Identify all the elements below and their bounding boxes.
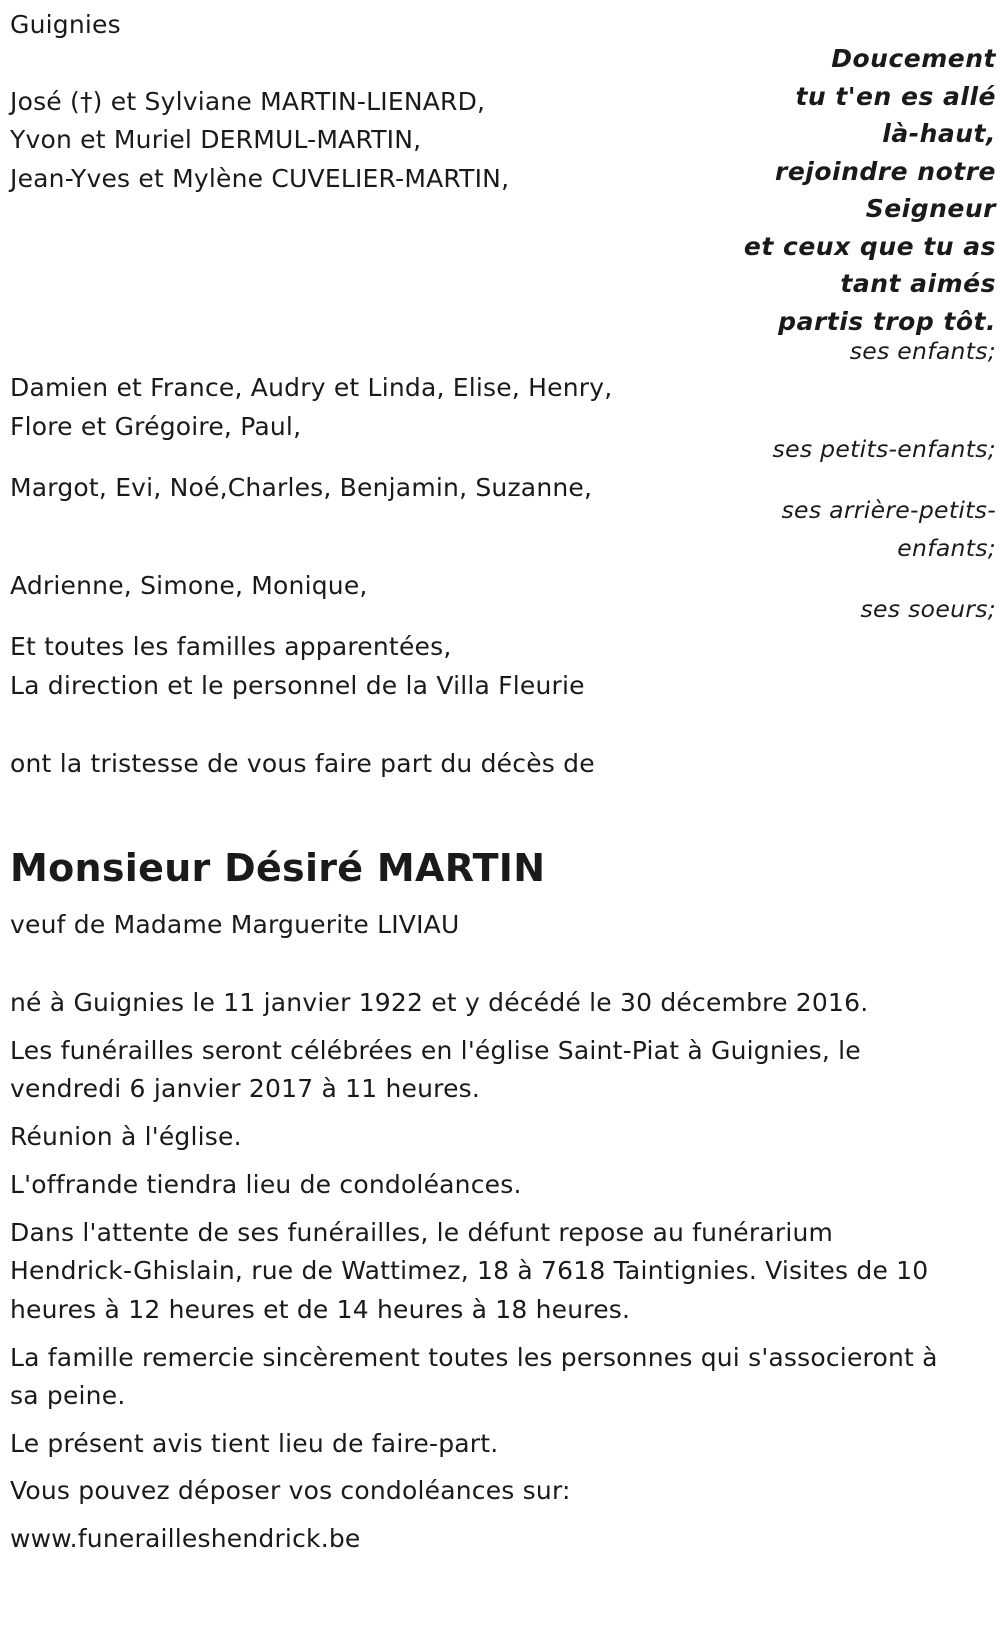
child-family-line: Jean-Yves et Mylène CUVELIER-MARTIN,	[10, 164, 510, 193]
relation-children-label: ses enfants;	[849, 337, 996, 365]
widower-text: veuf de Madame Marguerite LIVIAU	[10, 910, 460, 939]
poem-line: tant aimés	[840, 269, 996, 298]
relation-great-grandchildren-label-cont: enfants;	[897, 534, 996, 562]
meeting-text: Réunion à l'église.	[10, 1122, 242, 1151]
birth-death-text: né à Guignies le 11 janvier 1922 et y décédé le 30 décembre 2016.	[10, 988, 869, 1017]
announcement-text: ont la tristesse de vous faire part du décès de	[10, 749, 595, 778]
child-family-line: Yvon et Muriel DERMUL-MARTIN,	[10, 125, 422, 154]
offering-text: L'offrande tiendra lieu de condoléances.	[10, 1170, 522, 1199]
repose-text-cont: Hendrick-Ghislain, rue de Wattimez, 18 à 7618 Taintignies. Visites de 10	[10, 1256, 929, 1285]
poem-line: Seigneur	[865, 194, 996, 223]
poem-line: Doucement	[831, 44, 996, 73]
location-header: Guignies	[10, 10, 121, 39]
condolences-text: Vous pouvez déposer vos condoléances sur:	[10, 1476, 571, 1505]
relation-grandchildren-label: ses petits-enfants;	[772, 435, 996, 463]
repose-text-cont: heures à 12 heures et de 14 heures à 18 heures.	[10, 1295, 631, 1324]
poem-line: et ceux que tu as	[743, 231, 996, 261]
great-grandchildren-line: Margot, Evi, Noé,Charles, Benjamin, Suzanne,	[10, 473, 593, 502]
funeral-text: Les funérailles seront célébrées en l'église Saint-Piat à Guignies, le	[10, 1036, 861, 1065]
repose-text: Dans l'attente de ses funérailles, le défunt repose au funérarium	[10, 1218, 834, 1247]
website-link[interactable]: www.funerailleshendrick.be	[10, 1524, 361, 1553]
poem-line: là-haut,	[882, 119, 996, 148]
poem-line: rejoindre notre	[775, 156, 996, 186]
relation-great-grandchildren-label: ses arrière-petits-	[781, 496, 996, 524]
notice-text: Le présent avis tient lieu de faire-part.	[10, 1429, 499, 1458]
poem-line: tu t'en es allé	[795, 81, 996, 111]
child-family-line: José (†) et Sylviane MARTIN-LIENARD,	[10, 87, 486, 116]
thanks-text-cont: sa peine.	[10, 1381, 126, 1410]
poem-block	[666, 40, 996, 340]
others-line: La direction et le personnel de la Villa Fleurie	[10, 671, 585, 700]
funeral-text-cont: vendredi 6 janvier 2017 à 11 heures.	[10, 1074, 481, 1103]
poem-line: partis trop tôt.	[778, 306, 996, 336]
others-line: Et toutes les familles apparentées,	[10, 632, 452, 661]
thanks-text: La famille remercie sincèrement toutes les personnes qui s'associeront à	[10, 1343, 938, 1372]
deceased-name: Monsieur Désiré MARTIN	[10, 846, 546, 891]
relation-sisters-label: ses soeurs;	[860, 595, 996, 623]
grandchildren-line: Damien et France, Audry et Linda, Elise, Henry,	[10, 373, 613, 402]
grandchildren-line: Flore et Grégoire, Paul,	[10, 412, 302, 441]
sisters-line: Adrienne, Simone, Monique,	[10, 571, 368, 600]
